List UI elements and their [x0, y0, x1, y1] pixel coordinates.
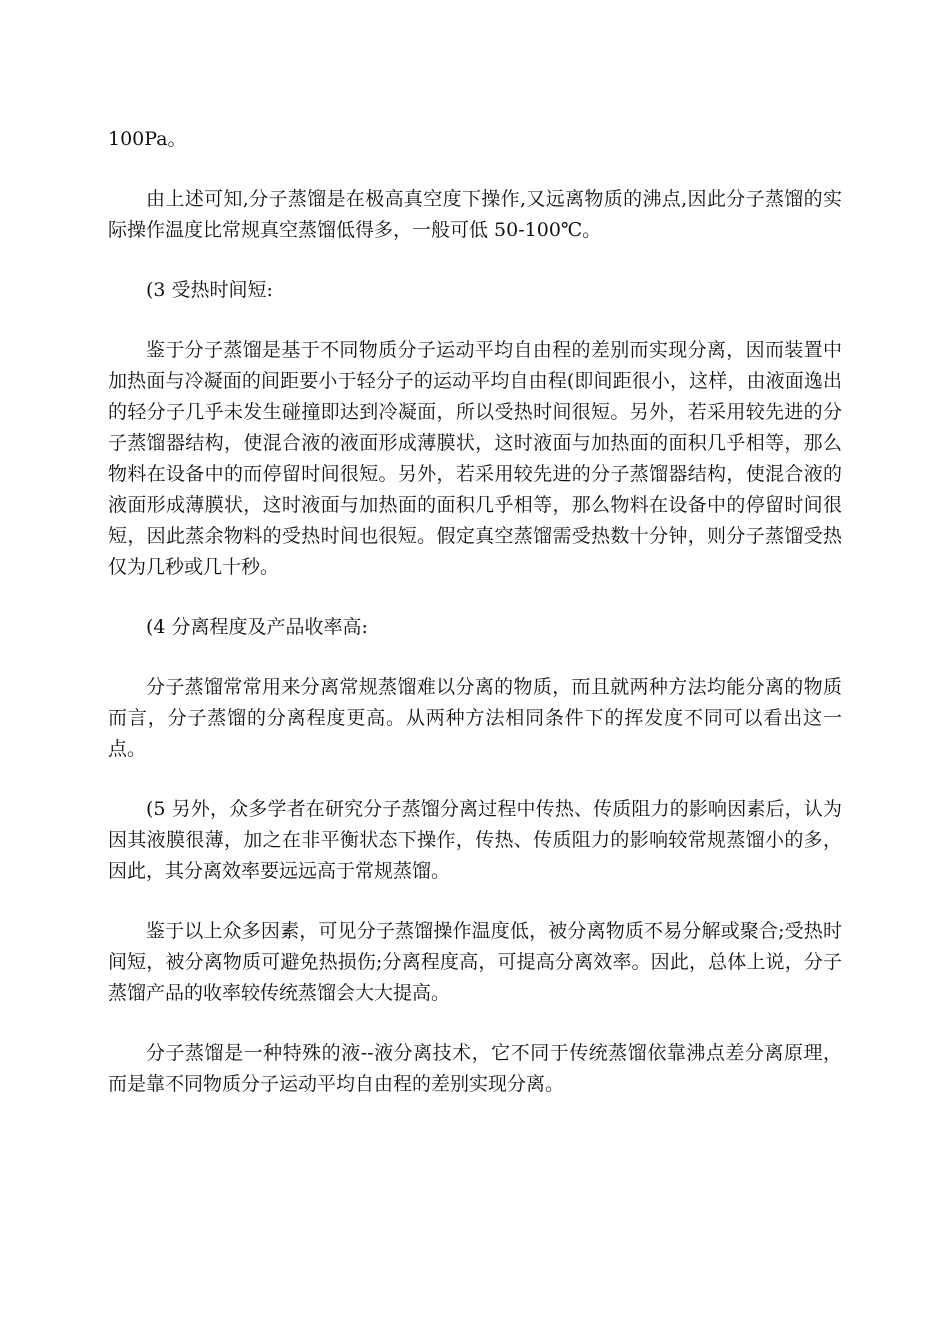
paragraph-pressure-unit: 100Pa。	[108, 128, 187, 150]
paragraph-gap	[108, 155, 842, 184]
paragraph-gap	[108, 1009, 842, 1038]
paragraph-separation-degree: 分子蒸馏常常用来分离常规蒸馏难以分离的物质，而且就两种方法均能分离的物质而言，分子蒸馏的分离程度更高。从两种方法相同条件下的挥发度不同可以看出这一点。	[108, 676, 842, 760]
document-body	[108, 124, 842, 1100]
paragraph-gap	[108, 306, 842, 335]
paragraph-summary: 鉴于以上众多因素，可见分子蒸馏操作温度低，被分离物质不易分解或聚合;受热时间短，被分离物质可避免热损伤;分离程度高，可提高分离效率。因此，总体上说，分子蒸馏产品的收率较传统蒸馏会大大提高。	[108, 920, 842, 1004]
paragraph-gap	[108, 583, 842, 612]
paragraph-gap	[108, 887, 842, 916]
paragraph-short-heating-time: 鉴于分子蒸馏是基于不同物质分子运动平均自由程的差别而实现分离，因而装置中加热面与冷凝面的间距要小于轻分子的运动平均自由程(即间距很小，这样，由液面逸出的轻分子几乎未发生碰撞即达到冷凝面，所以受热时间很短。另外，若采用较先进的分子蒸馏器结构，使混合液的液面形成薄膜状，这时液面与加热面的面积几乎相等，那么物料在设备中的而停留时间很短。另外，若采用较先进的分子蒸馏器结构，使混合液的液面形成薄膜状，这时液面与加热面的面积几乎相等，那么物料在设备中的停留时间很短，因此蒸余物料的受热时间也很短。假定真空蒸馏需受热数十分钟，则分子蒸馏受热仅为几秒或几十秒。	[108, 339, 842, 578]
paragraph-gap	[108, 643, 842, 672]
paragraph-definition: 分子蒸馏是一种特殊的液--液分离技术，它不同于传统蒸馏依靠沸点差分离原理，而是靠不同物质分子运动平均自由程的差别实现分离。	[108, 1042, 842, 1095]
heading-separation-degree: (4 分离程度及产品收率高:	[146, 616, 368, 638]
paragraph-gap	[108, 246, 842, 275]
paragraph-low-temperature: 由上述可知,分子蒸馏是在极高真空度下操作,又远离物质的沸点,因此分子蒸馏的实际操作温度比常规真空蒸馏低得多，一般可低 50-100℃。	[108, 188, 842, 241]
paragraph-separation-efficiency: (5 另外，众多学者在研究分子蒸馏分离过程中传热、传质阻力的影响因素后，认为因其液膜很薄，加之在非平衡状态下操作，传热、传质阻力的影响较常规蒸馏小的多，因此，其分离效率要远远高于常规蒸馏。	[108, 798, 842, 882]
heading-short-heating-time: (3 受热时间短:	[146, 279, 273, 301]
paragraph-gap	[108, 765, 842, 794]
